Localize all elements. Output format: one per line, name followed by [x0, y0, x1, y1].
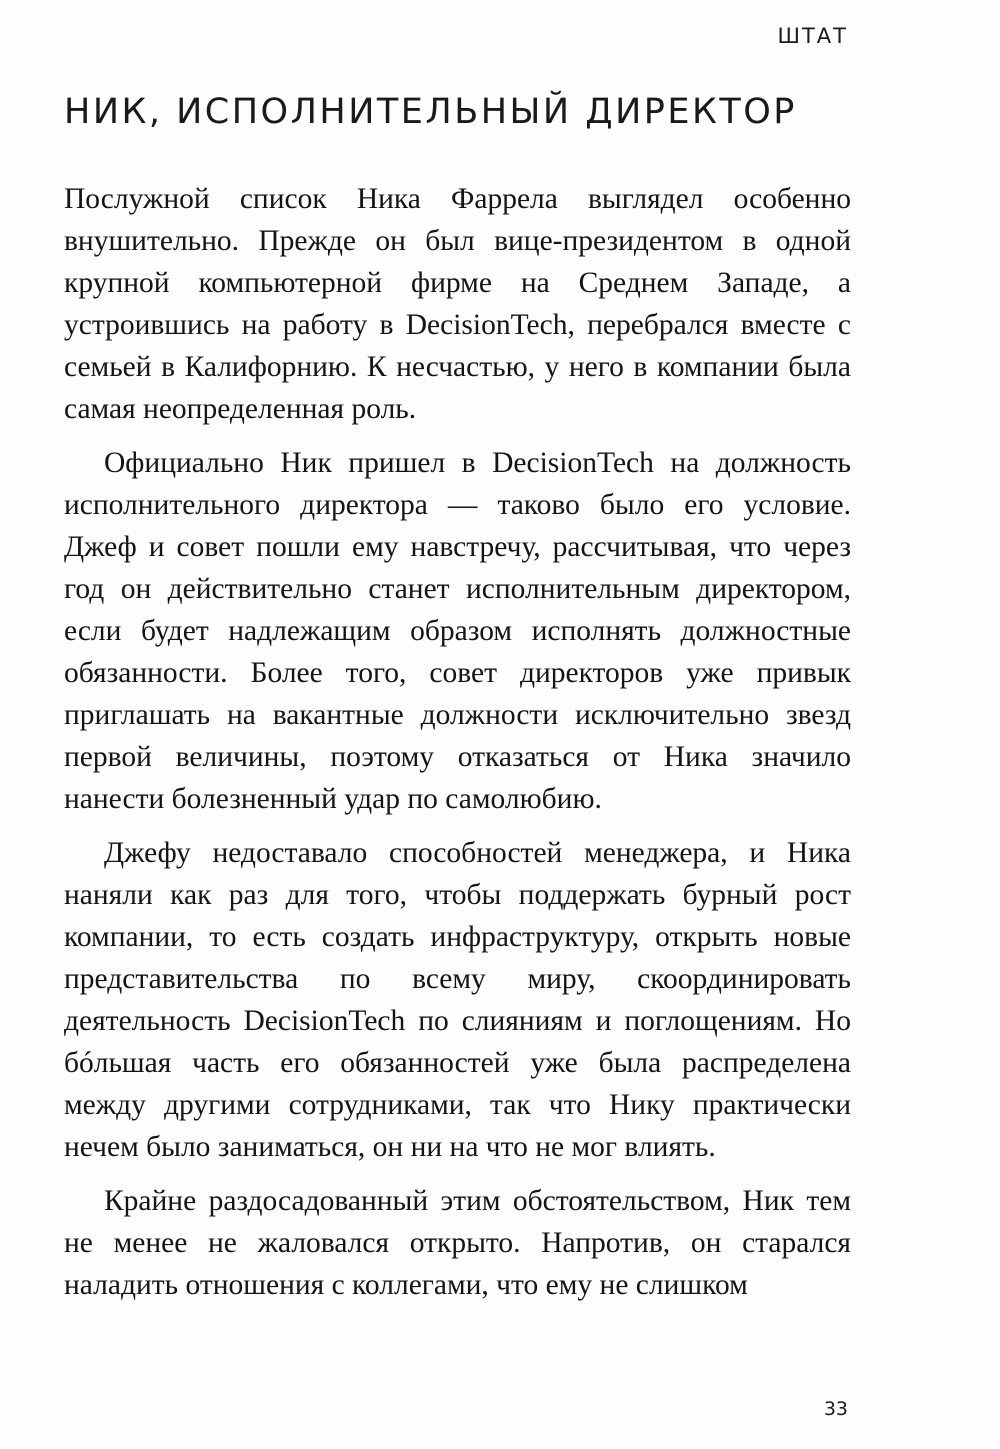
body-text [64, 178, 851, 1318]
paragraph-2: Официально Ник пришел в DecisionTech на должность исполнительного директора — таково было его условие. Джеф и совет пошли ему навстречу, рассчитывая, что через год он действительно станет исполнительным директором, если будет надлежащим образом исполнять должностные обязанности. Более того, совет директоров уже привык приглашать на вакантные должности исключительно звезд первой величины, поэтому отказаться от Ника значило нанести болезненный удар по самолюбию. [64, 447, 851, 815]
chapter-title: НИК, ИСПОЛНИТЕЛЬНЫЙ ДИРЕКТОР [64, 92, 797, 132]
page-number: 33 [823, 1398, 848, 1420]
paragraph-3: Джефу недоставало способностей менеджера, и Ника наняли как раз для того, чтобы поддержать бурный рост компании, то есть создать инфраструктуру, открыть новые представительства по всему миру, скоординировать деятельность DecisionTech по слияниям и поглощениям. Но бóльшая часть его обязанностей уже была распределена между другими сотрудниками, так что Нику практически нечем было заниматься, он ни на что не мог влиять. [64, 837, 851, 1163]
paragraph-1: Послужной список Ника Фаррела выглядел особенно внушительно. Прежде он был вице-президентом в одной крупной компьютерной фирме на Среднем Западе, а устроившись на работу в DecisionTech, перебрался вместе с семьей в Калифорнию. К несчастью, у него в компании была самая неопределенная роль. [64, 183, 851, 425]
paragraph-4: Крайне раздосадованный этим обстоятельством, Ник тем не менее не жаловался открыто. Напротив, он старался наладить отношения с коллегами, что ему не слишком [64, 1185, 851, 1301]
running-head: ШТАТ [777, 24, 848, 48]
